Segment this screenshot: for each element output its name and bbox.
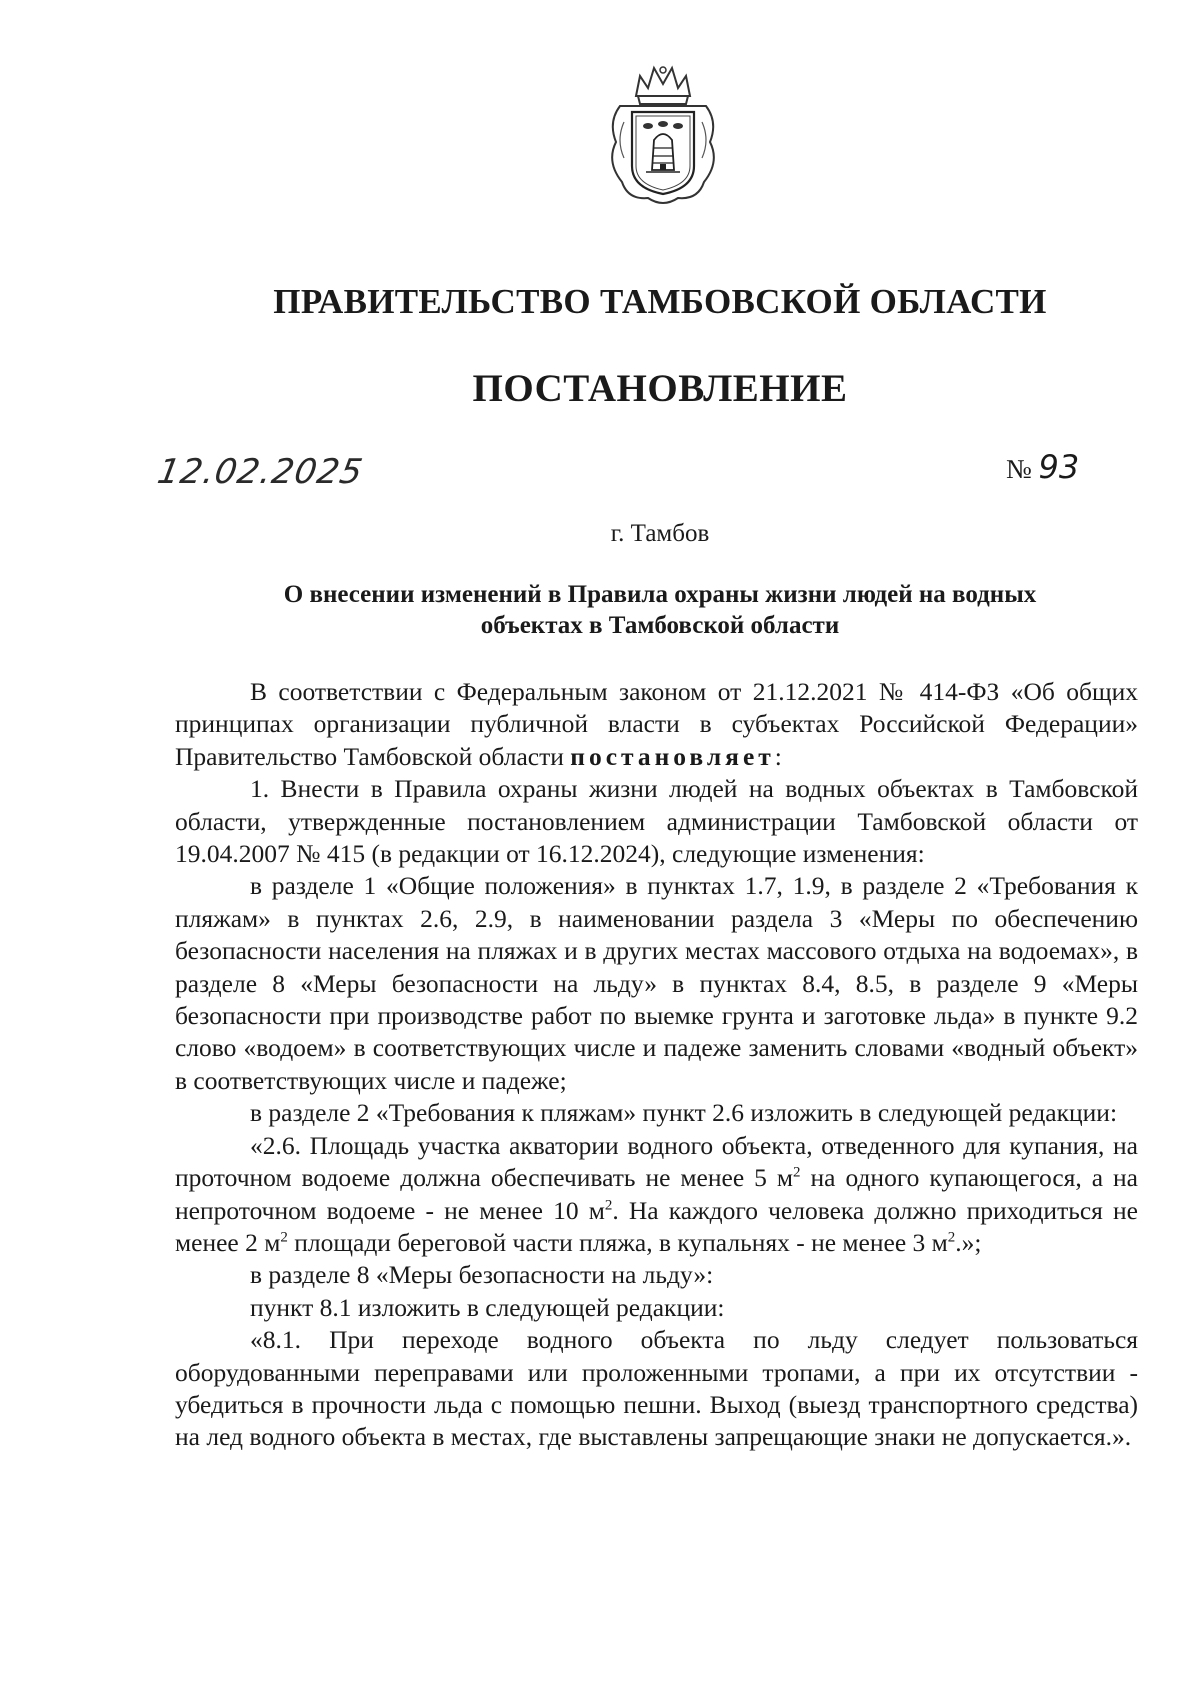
text-part: . На каждого человека должно приходиться не менее 2 м [175, 1195, 1138, 1257]
preamble-text: В соответствии с Федеральным законом от 21.12.2021 № 414-ФЗ «Об общих принципах организации публичной власти в субъектах Российской Федерации» Правительство Тамбовской области [175, 677, 1138, 771]
paragraph-8-1-text: «8.1. При переходе водного объекта по льду следует пользоваться оборудованными переправами или проложенными тропами, а при их отсутствии - убедиться в прочности льда с помощью пешни. Выход (выезд транспортного средства) на лед водного объекта в местах, где выставлены запрещающие знаки не допускается.». [175, 1325, 1138, 1452]
number-value: 93 [1038, 448, 1080, 486]
paragraph-preamble [175, 676, 1138, 773]
paragraph-replacements: в разделе 1 «Общие положения» в пунктах 1.7, 1.9, в разделе 2 «Требования к пляжам» в пунктах 2.6, 2.9, в наименовании раздела 3 «Меры по обеспечению безопасности населения на пляжах и в других местах массового отдыха на водоемах», в разделе 8 «Меры безопасности на льду» в пунктах 8.4, 8.5, в разделе 9 «Меры безопасности при производстве работ по выемке грунта и заготовке льда» в пункте 9.2 слово «водоем» в соответствующих числе и падеже заменить словами «водный объект» в соответствующих числе и падеже; [175, 871, 1138, 1095]
paragraph-section-8: в разделе 8 «Меры безопасности на льду»: [250, 1260, 714, 1290]
superscript: 2 [947, 1229, 956, 1246]
number-label: № [1006, 454, 1032, 484]
text-part: .»; [955, 1227, 982, 1257]
text-part: площади береговой части пляжа, в купальнях - не менее 3 м [287, 1227, 948, 1257]
document-number [1006, 448, 1079, 486]
document-type: ПОСТАНОВЛЕНИЕ [472, 367, 848, 410]
text-part: «2.6. Площадь участка акватории водного объекта, отведенного для купания, на проточном водоеме должна обеспечивать не менее 5 м [175, 1130, 1138, 1193]
text-part: на одного купающегося, а на непроточном водоеме - не менее 10 м [175, 1163, 1138, 1225]
preamble-end: : [774, 741, 782, 771]
paragraph-8-1-intro: пункт 8.1 изложить в следующей редакции: [250, 1292, 725, 1322]
document-body [175, 676, 1138, 1454]
paragraph-item-1: 1. Внести в Правила охраны жизни людей на водных объектах в Тамбовской области, утвержденные постановлением администрации Тамбовской области от 19.04.2007 № 415 (в редакции от 16.12.2024), следующие изменения: [175, 774, 1138, 869]
superscript: 2 [280, 1229, 288, 1246]
organization-name: ПРАВИТЕЛЬСТВО ТАМБОВСКОЙ ОБЛАСТИ [273, 282, 1047, 321]
superscript: 2 [793, 1164, 801, 1181]
paragraph-2-6-text [175, 1130, 1138, 1260]
document-date: 12.02.2025 [154, 452, 367, 492]
subject-line-2: объектах в Тамбовской области [480, 612, 840, 639]
superscript: 2 [604, 1197, 613, 1213]
coat-of-arms-emblem [598, 62, 728, 212]
city: г. Тамбов [610, 520, 710, 547]
paragraph-section-2: в разделе 2 «Требования к пляжам» пункт 2.6 изложить в следующей редакции: [250, 1098, 1118, 1128]
keyword-postanovlyaet: постановляет [570, 741, 775, 771]
subject-line-1: О внесении изменений в Правила охраны жизни людей на водных [283, 581, 1037, 608]
document-subject [180, 579, 1140, 641]
